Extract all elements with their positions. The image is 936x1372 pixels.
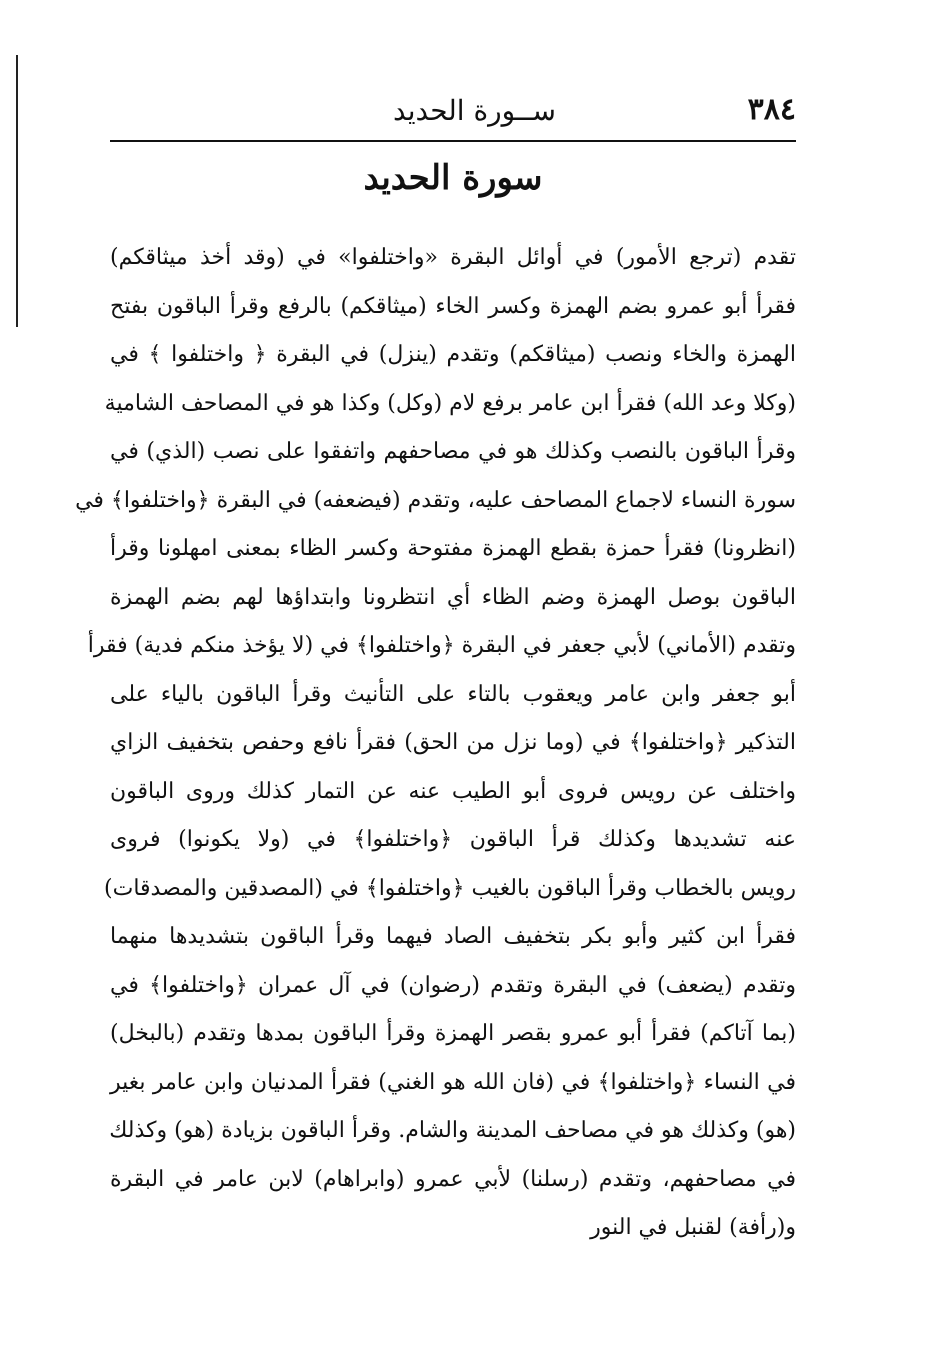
surah-title: سورة الحديد (363, 158, 543, 198)
body-text (75, 234, 796, 1253)
text-line: الهمزة والخاء ونصب (ميثاقكم) وتقدم (ينزل) في البقرة ﴿ واختلفوا ﴾ في (110, 342, 796, 367)
running-header (110, 86, 796, 142)
margin-rule (16, 55, 18, 327)
text-line: رويس بالخطاب وقرأ الباقون بالغيب ﴿واختلفوا﴾ في (المصدقين والمصدقات) (104, 875, 796, 901)
text-line: تقدم (ترجع الأمور) في أوائل البقرة «واختلفوا» في (وقد أخذ ميثاقكم) (110, 245, 796, 270)
text-line: التذكير ﴿واختلفوا﴾ في (وما نزل من الحق) فقرأ نافع وحفص بتخفيف الزاي (110, 730, 796, 755)
text-line: في مصاحفهم، وتقدم (رسلنا) لأبي عمرو (وابراهام) لابن عامر في البقرة (110, 1166, 796, 1192)
text-line: (انظرونا) فقرأ حمزة بقطع الهمزة مفتوحة وكسر الظاء بمعنى امهلونا وقرأ (110, 536, 796, 561)
text-line: الباقون بوصل الهمزة وضم الظاء أي انتظرونا وابتداؤها لهم بضم الهمزة (110, 584, 796, 610)
text-line: فقرأ أبو عمرو بضم الهمزة وكسر الخاء (ميثاقكم) بالرفع وقرأ الباقون بفتح (110, 293, 796, 319)
text-line: عنه تشديدها وكذلك قرأ الباقون ﴿واختلفوا﴾ في (ولا يكونوا) فروى (110, 827, 796, 852)
text-line: واختلف عن رويس فروى أبو الطيب عنه عن التمار كذلك وروى الباقون (110, 778, 796, 804)
text-line: في النساء ﴿واختلفوا﴾ في (فان الله هو الغني) فقرأ المدنيان وابن عامر بغير (110, 1069, 796, 1095)
running-header-title: ســورة الحديد (393, 94, 556, 127)
text-line: (هو) وكذلك هو في مصاحف المدينة والشام. وقرأ الباقون بزيادة (هو) وكذلك (109, 1118, 796, 1143)
text-line: و(رأفة) لقنبل في النور (590, 1215, 796, 1240)
text-line: أبو جعفر وابن عامر ويعقوب بالتاء على التأنيث وقرأ الباقون بالياء على (110, 681, 796, 707)
text-line: فقرأ ابن كثير وأبو بكر بتخفيف الصاد فيهما وقرأ الباقون بتشديدها منهما (110, 924, 796, 949)
text-line: وتقدم (يضعف) في البقرة وتقدم (رضوان) في آل عمران ﴿واختلفوا﴾ في (110, 972, 796, 998)
text-line: (وكلا وعد الله) فقرأ ابن عامر برفع لام (وكل) وكذا هو في المصاحف الشامية (104, 390, 796, 416)
text-line: سورة النساء لاجماع المصاحف عليه، وتقدم (فيضعفه) في البقرة ﴿واختلفوا﴾ في (75, 487, 796, 513)
text-line: (بما آتاكم) فقرأ أبو عمرو بقصر الهمزة وقرأ الباقون بمدها وتقدم (بالبخل) (110, 1021, 796, 1046)
page-number: ٣٨٤ (747, 92, 796, 127)
text-line: وتقدم (الأماني) لأبي جعفر في البقرة ﴿واختلفوا﴾ في (لا يؤخذ منكم فدية) فقرأ (87, 633, 796, 658)
text-line: وقرأ الباقون بالنصب وكذلك هو في مصاحفهم واتفقوا على نصب (الذي) في (110, 439, 796, 464)
